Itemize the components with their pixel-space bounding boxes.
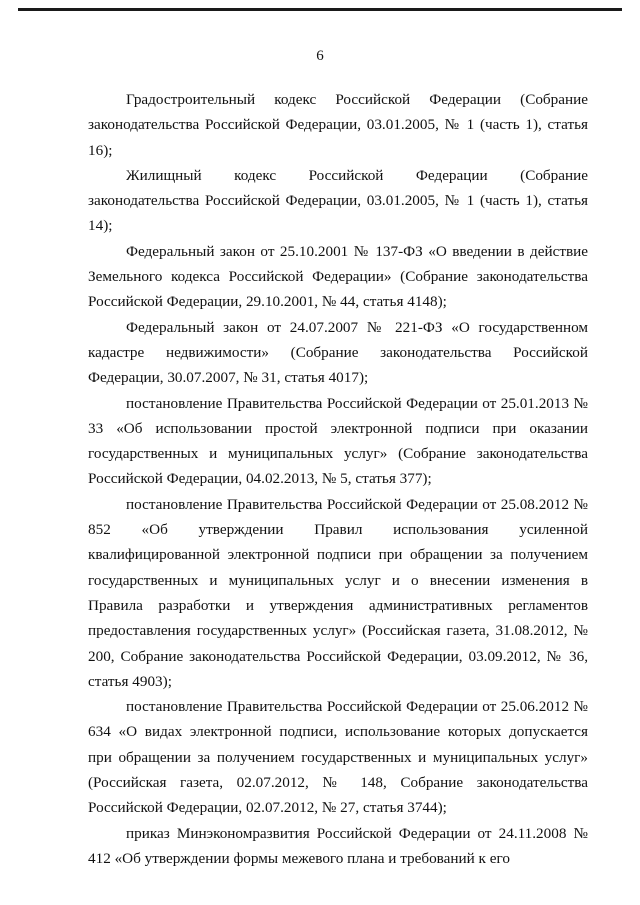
paragraph-federal-law-221: Федеральный закон от 24.07.2007 № 221-ФЗ «О государственном кадастре недвижимости» (Собрание законодательства Российской Федерации, 30.07.2007, № 31, статья 4017); bbox=[88, 318, 588, 387]
paragraph-urban-planning-code: Градостроительный кодекс Российской Федерации (Собрание законодательства Российской Федерации, 03.01.2005, № 1 (часть 1), статья 16); bbox=[88, 91, 588, 159]
paragraph-resolution-33: постановление Правительства Российской Федерации от 25.01.2013 № 33 «Об использовании простой электронной подписи при оказании государственных и муниципальных услуг» (Собрание законодательства Российской Федерации, 04.02.2013, № 5, статья 377); bbox=[88, 394, 588, 488]
paragraph-resolution-852: постановление Правительства Российской Федерации от 25.08.2012 № 852 «Об утверждении Правил использования усиленной квалифицированной электронной подписи при обращении за получением государственных и муниципальных услуг и о внесении изменения в Правила разработки и утверждения административных регламентов предоставления государственных услуг» (Российская газета, 31.08.2012, № 200, Собрание законодательства Российской Федерации, 03.09.2012, № 36, статья 4903); bbox=[88, 495, 588, 690]
paragraph-resolution-634: постановление Правительства Российской Федерации от 25.06.2012 № 634 «О видах электронной подписи, использование которых допускается при обращении за получением государственных и муниципальных услуг» (Российская газета, 02.07.2012, № 148, Собрание законодательства Российской Федерации, 02.07.2012, № 27, статья 3744); bbox=[88, 698, 588, 817]
paragraph-order-412: приказ Минэкономразвития Российской Федерации от 24.11.2008 № 412 «Об утверждении формы межевого плана и требований к его bbox=[88, 824, 588, 867]
document-body bbox=[88, 87, 588, 871]
paragraph-housing-code: Жилищный кодекс Российской Федерации (Собрание законодательства Российской Федерации, 03.01.2005, № 1 (часть 1), статья 14); bbox=[88, 166, 588, 235]
page-number: 6 bbox=[316, 48, 324, 64]
top-border-line bbox=[18, 8, 622, 11]
paragraph-federal-law-137: Федеральный закон от 25.10.2001 № 137-ФЗ «О введении в действие Земельного кодекса Российской Федерации» (Собрание законодательства Российской Федерации, 29.10.2001, № 44, статья 4148); bbox=[88, 242, 588, 311]
